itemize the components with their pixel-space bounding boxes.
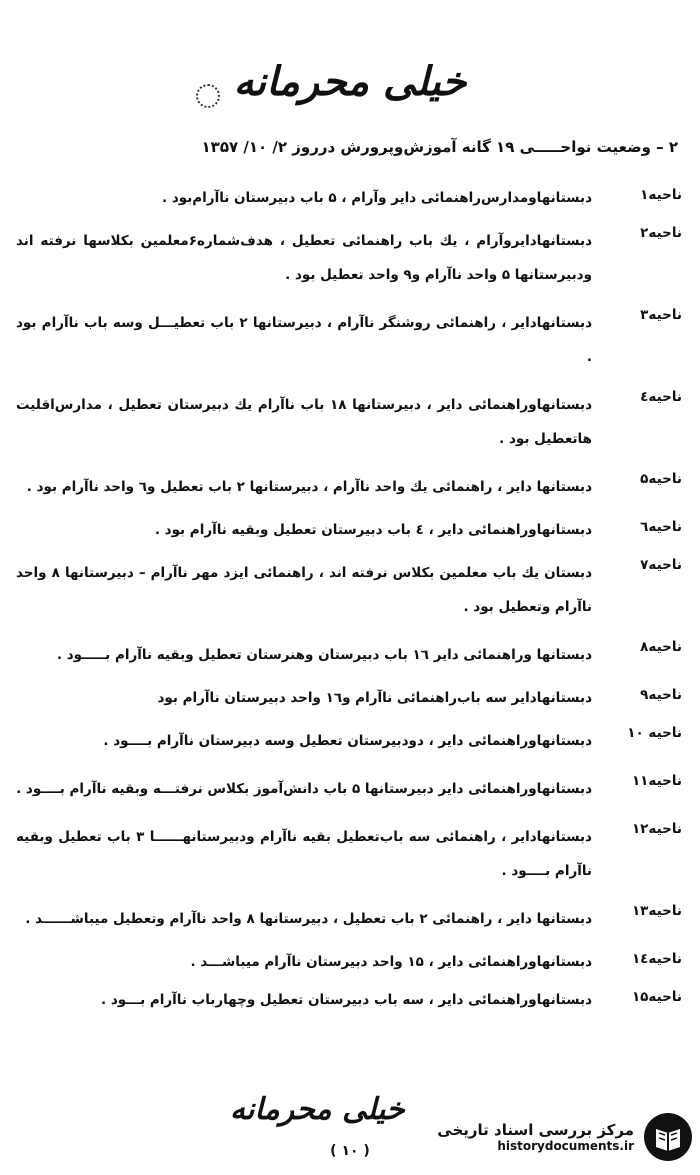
watermark (434, 1107, 694, 1167)
region-text: دبستانهاوراهنمائی دایر ، سه باب دبیرستان تعطیل وچهارباب ناآرام بـــود . (101, 992, 592, 1008)
region-label: ناحیه۱ (640, 187, 682, 203)
region-label: ناحیه۷ (640, 557, 682, 573)
region-row (16, 224, 682, 292)
region-label: ناحیه۱٤ (631, 951, 682, 967)
region-row (16, 388, 682, 456)
region-text: دبستانهادایر سه باب‌راهنمائی ناآرام و۱٦ واحد دبیرستان ناآرام بود (157, 690, 592, 706)
region-row (16, 902, 682, 936)
region-row (16, 724, 682, 758)
document-heading: ۲ – وضعیت نواحـــــی ۱۹ گانه آموزش‌وپرورش درروز ۲/ ۱۰/ ۱۳۵۷ (201, 138, 678, 156)
region-label: ناحیه ۱۰ (627, 725, 682, 741)
region-text: دبستانها دایر ، راهنمائی ۲ باب تعطیل ، دبیرستانها ۸ واحد ناآرام وتعطیل میباشــــــد . (25, 911, 592, 927)
watermark-name: مرکز بررسی اسناد تاریخی (437, 1121, 634, 1139)
region-row (16, 988, 682, 1012)
region-text: دبستانهاوراهنمائی دایر ، ۱۵ واحد دبیرستان ناآرام میباشـــد . (190, 954, 592, 970)
region-text: دبستانهادایر ، راهنمائی سه باب‌تعطیل بقیه ناآرام ودبیرستانهــــــا ۳ باب تعطیل وبقیه ناآرام بــــود . (16, 829, 592, 879)
region-label: ناحیه۳ (640, 307, 682, 323)
region-row (16, 470, 682, 504)
region-label: ناحیه۱۲ (631, 821, 682, 837)
region-label: ناحیه۹ (640, 687, 682, 703)
region-row (16, 306, 682, 374)
region-row (16, 186, 682, 210)
region-label: ناحیه۱۱ (631, 773, 682, 789)
region-row (16, 556, 682, 624)
region-label: ناحیه۱۳ (631, 903, 682, 919)
seal-icon (196, 84, 220, 108)
region-text: دبستانها وراهنمائی دایر ۱٦ باب دبیرستان وهنرستان تعطیل وبقیه ناآرام بـــــود . (56, 647, 592, 663)
region-text: دبستانهاوراهنمائی دایر ، ٤ باب دبیرستان تعطیل وبقیه ناآرام بود . (154, 522, 592, 538)
region-label: ناحیه۱۵ (631, 989, 682, 1005)
region-text: دبستانهادایروآرام ، یك باب راهنمائی تعطیل ، هدف‌شماره۶معلمین بکلاسها نرفته اند ودبیرستانها ۵ واحد ناآرام و۹ واحد تعطیل بود . (16, 233, 592, 283)
page-number: ( ۱۰ ) (330, 1143, 370, 1159)
region-list (16, 186, 682, 1026)
region-label: ناحیه۵ (640, 471, 682, 487)
region-row (16, 638, 682, 672)
region-text: دبستانها‌ومدارس‌راهنمائی دایر وآرام ، ۵ باب دبیرستان ناآرام‌بود . (161, 190, 592, 206)
region-label: ناحیه۸ (640, 639, 682, 655)
region-text: دبستان یك باب معلمین بکلاس نرفته اند ، راهنمائی ایزد مهر ناآرام – دبیرستانها ۸ واحد ناآرام وتعطیل بود . (16, 565, 592, 615)
region-label: ناحیه٦ (640, 519, 682, 535)
region-text: دبستانهاوراهنمائی دایر دبیرستانها ۵ باب دانش‌آموز بکلاس نرفتـــه وبقیه ناآرام بــــود . (16, 781, 592, 797)
watermark-url: historydocuments.ir (497, 1139, 634, 1153)
region-row (16, 950, 682, 974)
region-row (16, 518, 682, 542)
classification-stamp-bottom: خیلی محرمانه (230, 1092, 405, 1127)
region-row (16, 772, 682, 806)
region-label: ناحیه۲ (640, 225, 682, 241)
region-row (16, 820, 682, 888)
region-text: دبستانهاوراهنمائی دایر ، دودبیرستان تعطیل وسه دبیرستان ناآرام بــــود . (103, 733, 592, 749)
book-logo-icon (642, 1111, 694, 1163)
region-text: دبستانهادایر ، راهنمائی روشنگر ناآرام ، دبیرستانها ۲ باب تعطیـــل وسه باب ناآرام بود . (16, 315, 592, 365)
watermark-text (437, 1121, 634, 1153)
region-text: دبستانها دایر ، راهنمائی یك واحد ناآرام ، دبیرستانها ۲ باب تعطیل و٦ واحد ناآرام بود . (26, 479, 592, 495)
classification-stamp-top: خیلی محرمانه (233, 58, 467, 105)
region-row (16, 686, 682, 710)
region-text: دبستانهاوراهنمائی دایر ، دبیرستانها ۱۸ باب ناآرام یك دبیرستان تعطیل ، مدارس‌اقلیت هاتعطیل بود . (16, 397, 592, 447)
region-label: ناحیه٤ (640, 389, 682, 405)
